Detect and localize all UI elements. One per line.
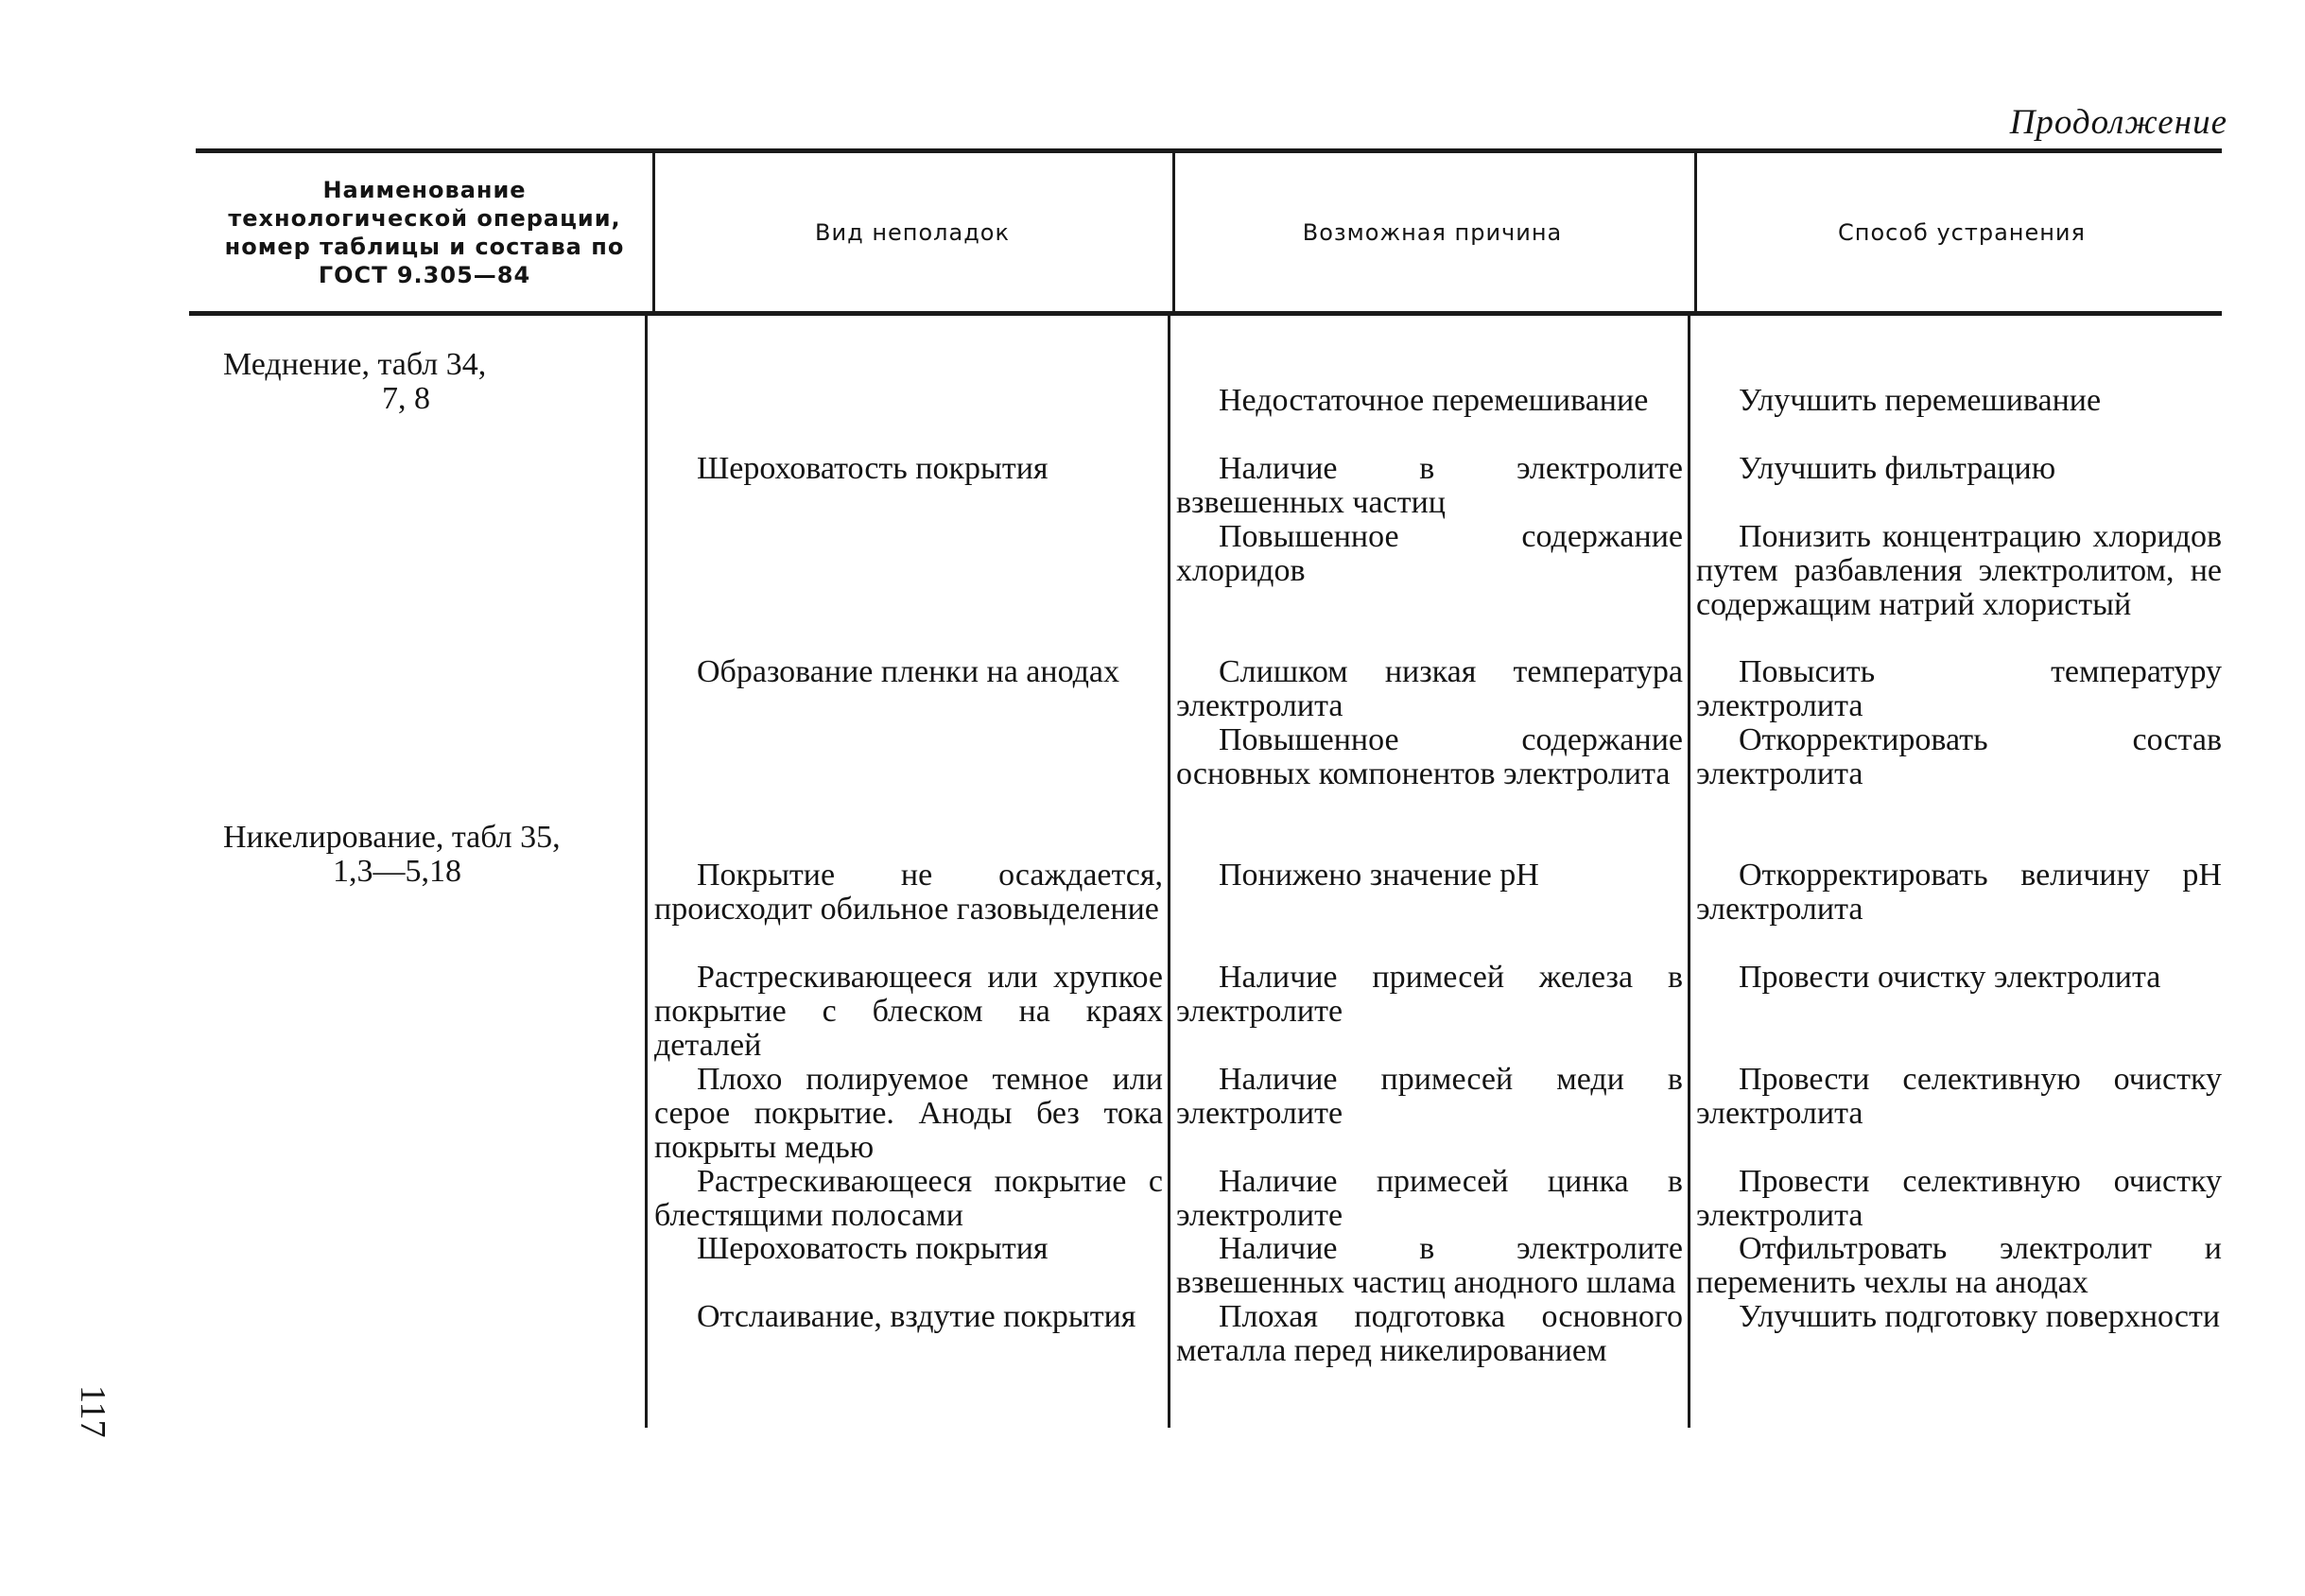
header-remedy: Способ устранения <box>1838 219 2086 246</box>
cause-2: Наличие в электролите взвешенных частиц <box>1176 451 1683 520</box>
operation-nickel-line2: 1,3—5,18 <box>333 854 461 889</box>
cause-8: Наличие примесей меди в электролите <box>1176 1062 1683 1131</box>
cause-3: Повышенное содержание хлоридов <box>1176 519 1683 588</box>
continuation-label: Продолжение <box>2009 103 2227 142</box>
cause-9: Наличие примесей цинка в электролите <box>1176 1164 1683 1233</box>
page-number: 117 <box>73 1385 113 1438</box>
remedy-2: Улучшить фильтрацию <box>1739 451 2056 486</box>
remedy-6: Откорректировать величину pH электролита <box>1696 858 2222 927</box>
remedy-10: Отфильтровать электролит и переменить чехлы на анодах <box>1696 1231 2222 1300</box>
operation-copper-line1: Меднение, табл 34, <box>223 347 487 382</box>
defect-7: Шероховатость покрытия <box>697 1231 1049 1266</box>
defect-4: Растрескивающееся или хрупкое покрытие с блеском на краях деталей <box>654 960 1163 1063</box>
table-top-rule <box>196 148 2222 153</box>
defect-8: Отслаивание, вздутие покрытия <box>697 1299 1136 1334</box>
remedy-8: Провести селективную очистку электролита <box>1696 1062 2222 1131</box>
column-divider-3 <box>1694 153 1697 311</box>
remedy-3: Понизить концентрацию хлоридов путем разбавления электролитом, не содержащим натрий хлористый <box>1696 519 2222 622</box>
operation-copper-line2: 7, 8 <box>382 381 430 416</box>
remedy-7: Провести очистку электролита <box>1739 960 2161 995</box>
operation-nickel-line1: Никелирование, табл 35, <box>223 820 561 855</box>
remedy-1: Улучшить перемешивание <box>1739 383 2102 418</box>
cause-7: Наличие примесей железа в электролите <box>1176 960 1683 1029</box>
remedy-9: Провести селективную очистку электролита <box>1696 1164 2222 1233</box>
cause-1: Недостаточное перемешивание <box>1219 383 1649 418</box>
header-operation: Наименование технологической операции, номер таблицы и состава по ГОСТ 9.305—84 <box>224 177 625 288</box>
remedy-5: Откорректировать состав электролита <box>1696 722 2222 791</box>
cause-10: Наличие в электролите взвешенных частиц анодного шлама <box>1176 1231 1683 1300</box>
defect-3: Покрытие не осаждается, происходит обильное газовыделение <box>654 858 1163 927</box>
remedy-4: Повысить температуру электролита <box>1696 654 2222 723</box>
header-bottom-rule <box>189 311 2222 316</box>
column-divider-3-body <box>1688 316 1690 1428</box>
operation-copper <box>202 348 637 416</box>
cause-11: Плохая подготовка основного металла перед никелированием <box>1176 1299 1683 1368</box>
cause-6: Понижено значение pH <box>1219 858 1539 893</box>
column-divider-1-body <box>645 316 648 1428</box>
header-cause: Возможная причина <box>1302 219 1563 246</box>
defect-5: Плохо полируемое темное или серое покрытие. Аноды без тока покрыты медью <box>654 1062 1163 1165</box>
defect-2: Образование пленки на анодах <box>697 654 1119 689</box>
header-defect: Вид неполадок <box>815 219 1010 246</box>
cause-5: Повышенное содержание основных компонентов электролита <box>1176 722 1683 791</box>
cause-4: Слишком низкая температура электролита <box>1176 654 1683 723</box>
column-divider-2-body <box>1168 316 1170 1428</box>
remedy-11: Улучшить подготовку поверхности <box>1739 1299 2221 1334</box>
column-divider-2 <box>1172 153 1175 311</box>
column-divider-1 <box>652 153 655 311</box>
defect-6: Растрескивающееся покрытие с блестящими полосами <box>654 1164 1163 1233</box>
defect-1: Шероховатость покрытия <box>697 451 1049 486</box>
operation-nickel <box>202 821 637 889</box>
